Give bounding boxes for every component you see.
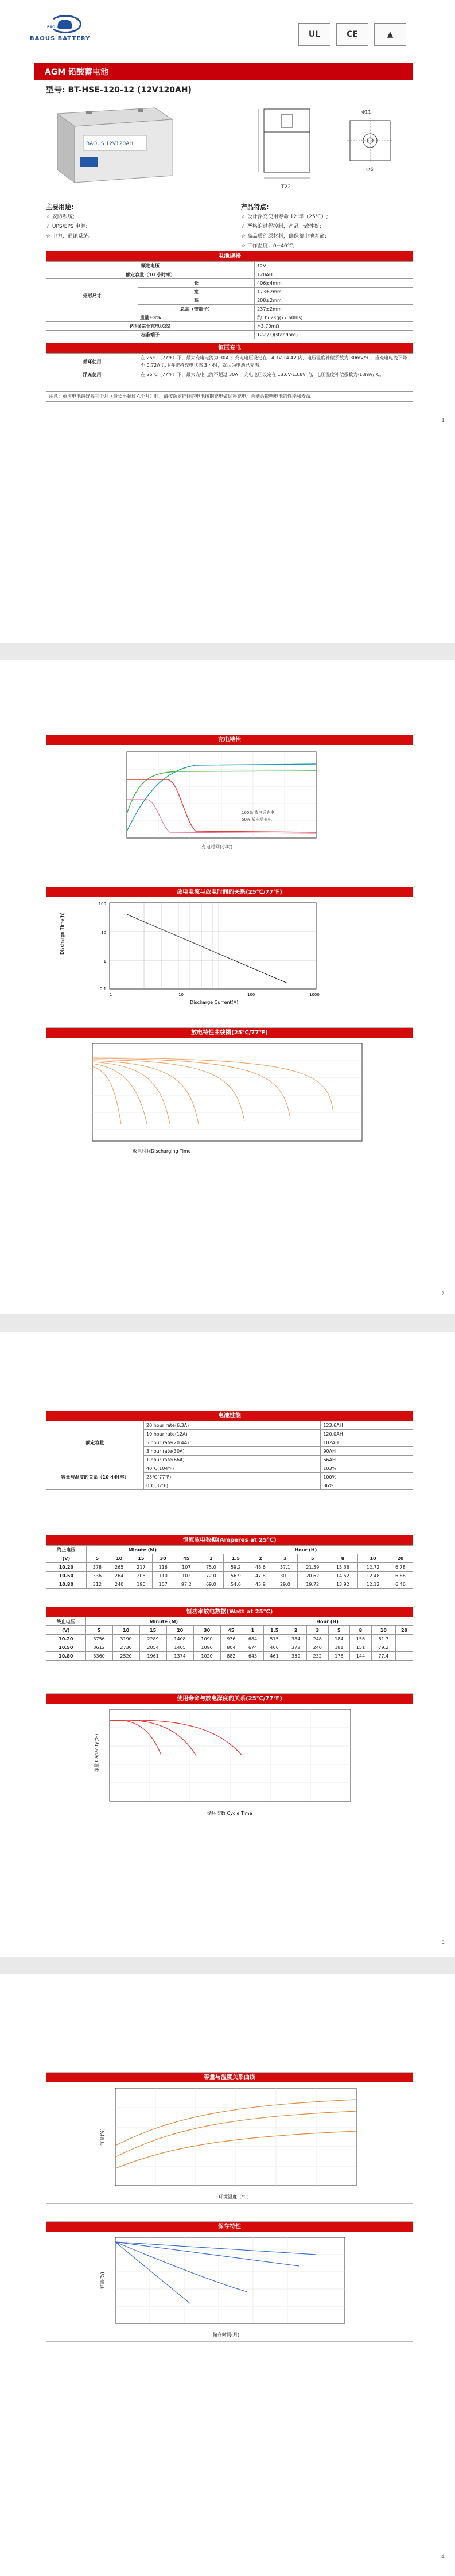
ce-cert-icon: CE [336,23,368,46]
table-row: 10.80 3360 2520 1961 1374 1020 882 643 461 359 232 178 144 77.4 [46,1652,413,1661]
temp-plot [46,2082,413,2204]
cycle-life-plot [46,1704,413,1822]
svg-text:充电时间(小时): 充电时间(小时) [201,844,233,849]
warning-cert-icon: ▲ [374,23,406,46]
page-number: 3 [441,1940,445,1946]
svg-text:50% 放电后充电: 50% 放电后充电 [242,817,272,822]
temp-chart: 容量与温度关系曲线 环境温度（℃） 容量(%) [46,2072,413,2204]
page-2 [0,660,455,1314]
table-row: 10.20 3756 3190 2289 1408 1090 936 684 515 384 248 184 156 81.7 [46,1635,413,1643]
page-number: 4 [441,2554,445,2560]
model-label: 型号: BT-HSE-120-12 (12V120AH) [46,86,192,95]
svg-text:Discharge Time(h): Discharge Time(h) [60,912,65,955]
cc-title: 恒流放电数据(Amperes at 25℃) [46,1535,413,1545]
cert-icons [298,23,406,46]
svg-text:T22: T22 [281,184,291,190]
svg-text:10: 10 [178,992,184,997]
spec-title: 电池规格 [46,251,413,261]
cycle-life-chart: 使用寿命与放电深度的关系(25℃/77℉) 循环次数 Cycle Time 容量 Capacity(%) [46,1693,413,1822]
storage-chart: 保存特性 储存时间(月) 容量(%) [46,2221,413,2342]
storage-plot [46,2232,413,2342]
perf-table: 额定容量 20 hour rate(6.3A) 123.6AH 10 hour rate(12A) 120.0AH 5 hour rate(20.4A) 102AH 3 hour rate(30A) 90AH 1 hour rate(66A) 66AH 容量与温度的关系（10 小时率） 40℃(104℉) 103% 25℃(77℉) 100% 0℃(32℉) 86% [46,1421,413,1490]
cc-table: 终止电压 Minute (M) Hour (H) (V) 5 10 15 30 45 1 1.5 2 3 5 8 10 20 10.20 378 265 217 116 107 75.0 59.2 48.6 37.1 21.59 15.36 12.72 6.78 10.50 336 264 205 110 102 72.0 56.9 47.8 30.1 20.62 14.52 12.48 6.66 10.80 312 240 190 107 97.2 69.0 54.6 45.9 29.0 19.72 13.92 12.12 6.46 [46,1545,413,1589]
features-list: ☆ 设计浮充使用寿命 12 年（25℃）; ☆ 严格的过程控制，产品一致性好; ☆ 高品质的原材料，确保蓄电池寿命; ☆ 工作温度：0~40℃; [241,214,328,249]
svg-text:10: 10 [101,930,106,935]
charge-title: 恒压充电 [46,343,413,353]
svg-text:0.1: 0.1 [99,987,106,991]
cp-title: 恒功率放电数据(Watt at 25℃) [46,1607,413,1617]
svg-text:1: 1 [103,959,106,964]
svg-text:BAOUS 12V120AH: BAOUS 12V120AH [86,141,134,147]
svg-text:100: 100 [247,992,255,997]
svg-text:Φ11: Φ11 [361,110,371,115]
table-row: 10.80 312 240 190 107 97.2 69.0 54.6 45.9 29.0 19.72 13.92 12.12 6.46 [46,1580,413,1589]
discharge-curve-plot [46,1038,413,1159]
brand-name: BAOUS BATTERY [30,36,91,42]
page-1 [0,0,455,643]
svg-text:Discharge Current(A): Discharge Current(A) [190,1000,239,1005]
brand-logo: BAOUS BAOUS BATTERY [30,15,100,45]
ul-cert-icon: UL [298,23,330,46]
page-3 [0,1332,455,1957]
perf-title: 电池性能 [46,1411,413,1421]
svg-text:1000: 1000 [309,992,320,997]
svg-text:放电时间Discharging Time: 放电时间Discharging Time [133,1149,191,1154]
svg-text:Φ6: Φ6 [366,167,374,173]
table-row: 10.50 3612 2730 2054 1405 1096 804 674 466 372 240 181 151 79.2 [46,1643,413,1652]
uses-heading: 主要用途: [46,203,74,211]
table-row: 10.50 336 264 205 110 102 72.0 56.9 47.8 30.1 20.62 14.52 12.48 6.66 [46,1572,413,1580]
svg-text:100% 放电后充电: 100% 放电后充电 [242,810,275,815]
svg-text:容量(%): 容量(%) [100,2128,105,2146]
svg-text:环境温度（℃）: 环境温度（℃） [219,2194,251,2199]
svg-text:100: 100 [98,902,106,906]
svg-text:1: 1 [110,992,112,997]
charge-chart-plot [46,745,413,854]
dimension-diagram [235,98,419,201]
discharge-time-chart: 放电电流与放电时间的关系(25℃/77℉) 100 10 1 0.1 1 10 100 1000 Discharge Current(A) Discharge Time(h) [46,887,413,1010]
charge-chart: 充电特性 100% 放电后充电 50% 放电后充电 充电时间(小时) [46,735,413,855]
discharge-time-plot [46,897,413,1010]
table-row: 10.20 378 265 217 116 107 75.0 59.2 48.6 37.1 21.59 15.36 12.72 6.78 [46,1563,413,1572]
page-number: 1 [441,418,445,424]
battery-image [46,102,178,188]
cp-table: 终止电压 Minute (M) Hour (H) (V) 5 10 15 20 30 45 1 1.5 2 3 5 8 10 20 10.20 3756 3190 2289 1408 1090 936 684 515 384 248 184 156 81.7 10.50 3612 2730 2054 1405 1096 804 674 466 372 240 181 151 79.2 10.80 3360 2520 1961 1374 1020 882 643 461 359 232 178 144 77.4 [46,1617,413,1661]
svg-text:容量 Capacity(%): 容量 Capacity(%) [94,1733,99,1772]
charge-note: 注意：单次电池最好每三个月（最长不超过六个月）时，请按额定维修的电池按期充电做过补充电，否则会影响电池的性能和寿命。 [46,391,413,402]
svg-text:储存时间(月): 储存时间(月) [213,2332,240,2337]
title-bar: AGM 铅酸蓄电池 [34,63,413,80]
spec-table: 额定电压 12V 额定容量（10 小时率） 120AH 外形尺寸 长 406±4mm 宽 173±2mm 高 208±2mm 总高（带端子） 237±2mm 重量±3% 约 35.2Kg(77.60lbs) 内阻(完全充电状态) ≈3.70mΩ 标准端子 T22 / Q(standard) [46,261,413,339]
discharge-curve-chart: 放电特性曲线图(25℃/77℉) 放电时间Discharging Time [46,1027,413,1159]
features-heading: 产品特点: [241,203,269,211]
svg-text:容量(%): 容量(%) [100,2272,105,2289]
page-number: 2 [441,1291,445,1297]
page-4 [0,1974,455,2576]
charge-table: 循环使用 在 25℃（77℉）下，最大充电电流为 30A ；充电电压设定在 14.1V-14.4V 内，电压温度补偿系数为-30mV/℃，当充电电流下降至 0.72A 以下并维持充电状态 3 小时，就认为电池已充满。 浮充使用 在 25℃（77℉）下，最大充电电流不超过 30A ，充电电压设定在 13.6V-13.8V 内，电压温度补偿系数为-18mV/℃。 [46,353,413,379]
svg-text:循环次数 Cycle Time: 循环次数 Cycle Time [207,1811,252,1816]
uses-list: ☆ 安防系统; ☆ UPS/EPS 电源; ☆ 电力、通讯系统。 [46,214,94,239]
